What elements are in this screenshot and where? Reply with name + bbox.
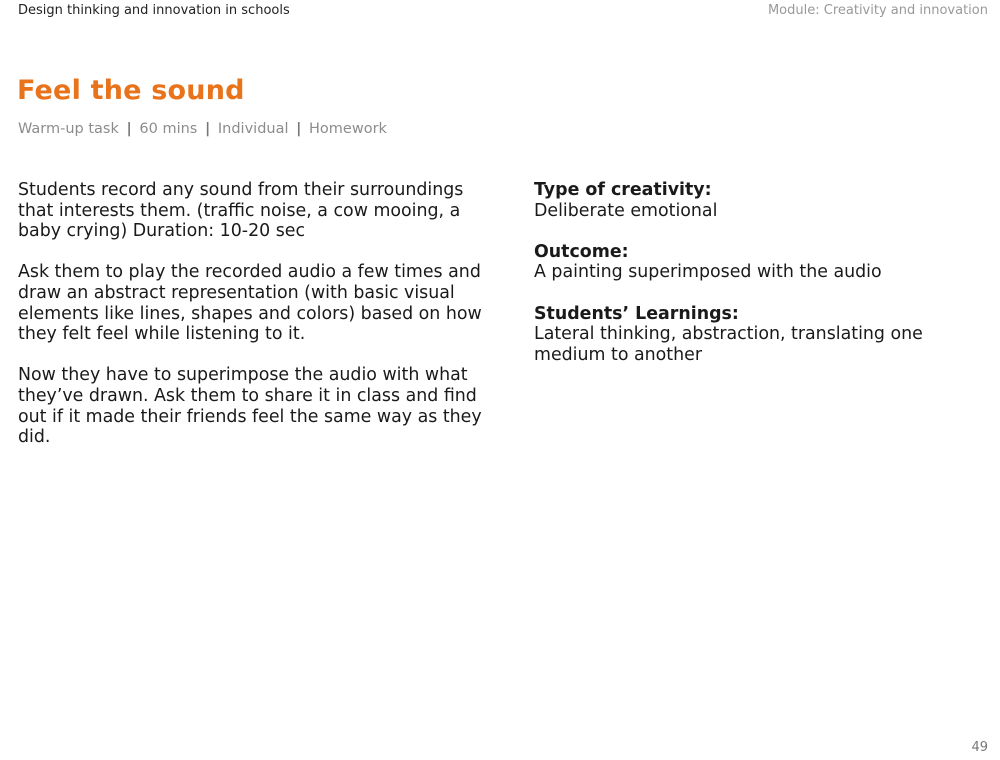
meta-setting: Homework — [309, 121, 387, 137]
description-paragraph: Now they have to superimpose the audio with what they’ve drawn. Ask them to share it in class and find out if it made their friends feel the same way as they did. — [18, 365, 482, 448]
meta-separator: | — [296, 121, 302, 137]
detail-label: Outcome: — [534, 241, 629, 262]
detail-outcome — [534, 242, 974, 283]
detail-learnings — [534, 304, 974, 366]
description-paragraph: Students record any sound from their surroundings that interests them. (traffic noise, a cow mooing, a baby crying) Duration: 10-20 sec — [18, 180, 464, 242]
activity-title: Feel the sound — [17, 75, 245, 106]
module-label: Module: Creativity and innovation — [767, 3, 988, 18]
course-title: Design thinking and innovation in schools — [18, 3, 290, 18]
page-number: 49 — [971, 740, 988, 755]
detail-value: Lateral thinking, abstraction, translating one medium to another — [534, 324, 923, 365]
activity-details — [534, 180, 974, 386]
meta-duration: 60 mins — [139, 121, 198, 137]
activity-meta — [18, 121, 387, 137]
detail-label: Students’ Learnings: — [534, 303, 739, 324]
detail-value: A painting superimposed with the audio — [534, 262, 882, 283]
meta-separator: | — [126, 121, 132, 137]
detail-value: Deliberate emotional — [534, 200, 718, 221]
detail-creativity-type — [534, 180, 974, 221]
meta-mode: Individual — [217, 121, 289, 137]
detail-label: Type of creativity: — [534, 180, 712, 200]
meta-separator: | — [204, 121, 211, 137]
activity-description — [18, 180, 488, 468]
meta-task-type: Warm-up task — [18, 121, 119, 137]
description-paragraph: Ask them to play the recorded audio a few times and draw an abstract representation (with basic visual elements like lines, shapes and colors) based on how they felt feel while listening to it. — [18, 262, 482, 345]
